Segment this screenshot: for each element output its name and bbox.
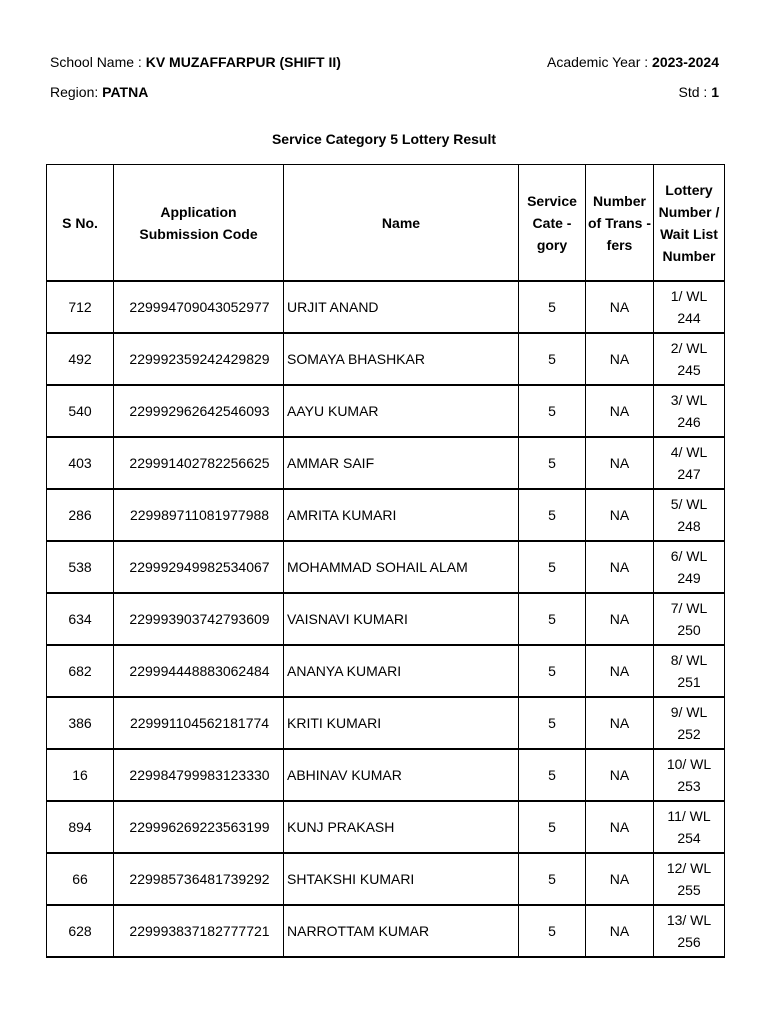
col-header-transfers-text: Number of Trans -fers [588,192,652,253]
cell-transfers: NA [586,697,654,749]
cell-code: 229993903742793609 [114,593,284,645]
academic-year [547,54,719,70]
col-header-sno: S No. [47,165,114,282]
region [50,84,148,100]
table-row [47,905,725,957]
cell-lottery: 8/ WL 251 [654,645,725,697]
cell-category: 5 [519,385,586,437]
cell-lottery: 2/ WL 245 [654,333,725,385]
cell-sno: 682 [47,645,114,697]
school-name-value: KV MUZAFFARPUR (SHIFT II) [145,54,341,70]
cell-transfers: NA [586,333,654,385]
col-header-code [114,165,284,282]
cell-code: 229994709043052977 [114,281,284,333]
table-row [47,853,725,905]
cell-code: 229996269223563199 [114,801,284,853]
table-row [47,385,725,437]
cell-lottery: 11/ WL 254 [654,801,725,853]
cell-category: 5 [519,801,586,853]
standard-label: Std : [678,84,708,100]
table-header-row [47,165,725,282]
cell-name: KRITI KUMARI [284,697,519,749]
cell-transfers: NA [586,489,654,541]
cell-name: MOHAMMAD SOHAIL ALAM [284,541,519,593]
cell-name: KUNJ PRAKASH [284,801,519,853]
cell-code: 229989711081977988 [114,489,284,541]
cell-sno: 634 [47,593,114,645]
col-header-lottery [654,165,725,282]
cell-code: 229994448883062484 [114,645,284,697]
cell-category: 5 [519,697,586,749]
school-name [50,54,341,70]
cell-sno: 286 [47,489,114,541]
cell-code: 229991104562181774 [114,697,284,749]
table-row [47,437,725,489]
school-name-label: School Name : [50,54,142,70]
cell-sno: 66 [47,853,114,905]
cell-transfers: NA [586,385,654,437]
table-row [47,489,725,541]
cell-lottery: 4/ WL 247 [654,437,725,489]
cell-category: 5 [519,645,586,697]
col-header-transfers [586,165,654,282]
cell-name: ABHINAV KUMAR [284,749,519,801]
cell-code: 229993837182777721 [114,905,284,957]
cell-category: 5 [519,489,586,541]
table-body [47,281,725,957]
cell-lottery: 12/ WL 255 [654,853,725,905]
cell-sno: 16 [47,749,114,801]
cell-sno: 628 [47,905,114,957]
table-row [47,749,725,801]
cell-transfers: NA [586,645,654,697]
table-row [47,645,725,697]
cell-transfers: NA [586,541,654,593]
cell-name: NARROTTAM KUMAR [284,905,519,957]
cell-code: 229984799983123330 [114,749,284,801]
page-title: Service Category 5 Lottery Result [271,131,497,147]
cell-code: 229992962642546093 [114,385,284,437]
cell-transfers: NA [586,853,654,905]
col-header-category [519,165,586,282]
cell-sno: 492 [47,333,114,385]
col-header-name: Name [284,165,519,282]
cell-code: 229991402782256625 [114,437,284,489]
cell-lottery: 9/ WL 252 [654,697,725,749]
cell-code: 229992359242429829 [114,333,284,385]
cell-code: 229992949982534067 [114,541,284,593]
standard [679,84,719,100]
lottery-result-table [46,164,725,958]
cell-lottery: 10/ WL 253 [654,749,725,801]
cell-transfers: NA [586,437,654,489]
academic-year-value: 2023-2024 [652,54,719,70]
standard-value: 1 [711,84,719,100]
cell-category: 5 [519,281,586,333]
cell-lottery: 13/ WL 256 [654,905,725,957]
region-value: PATNA [102,84,149,100]
col-header-lottery-text: Lottery Number / Wait List Number [658,181,720,264]
cell-category: 5 [519,593,586,645]
cell-transfers: NA [586,905,654,957]
table-row [47,281,725,333]
table-row [47,801,725,853]
table-row [47,541,725,593]
cell-transfers: NA [586,801,654,853]
cell-name: URJIT ANAND [284,281,519,333]
cell-lottery: 7/ WL 250 [654,593,725,645]
table-row [47,333,725,385]
col-header-category-text: Service Cate - gory [527,192,577,253]
cell-category: 5 [519,541,586,593]
cell-transfers: NA [586,281,654,333]
cell-sno: 538 [47,541,114,593]
cell-category: 5 [519,749,586,801]
table-row [47,593,725,645]
region-label: Region: [50,84,99,100]
cell-name: AMMAR SAIF [284,437,519,489]
cell-name: ANANYA KUMARI [284,645,519,697]
cell-lottery: 5/ WL 248 [654,489,725,541]
cell-sno: 403 [47,437,114,489]
cell-name: AAYU KUMAR [284,385,519,437]
cell-transfers: NA [586,593,654,645]
cell-code: 229985736481739292 [114,853,284,905]
cell-name: SHTAKSHI KUMARI [284,853,519,905]
academic-year-label: Academic Year : [546,54,649,70]
cell-name: VAISNAVI KUMARI [284,593,519,645]
cell-category: 5 [519,333,586,385]
cell-transfers: NA [586,749,654,801]
cell-category: 5 [519,853,586,905]
cell-sno: 712 [47,281,114,333]
cell-category: 5 [519,437,586,489]
cell-sno: 386 [47,697,114,749]
cell-lottery: 1/ WL 244 [654,281,725,333]
cell-name: AMRITA KUMARI [284,489,519,541]
cell-sno: 894 [47,801,114,853]
cell-category: 5 [519,905,586,957]
cell-lottery: 3/ WL 246 [654,385,725,437]
cell-sno: 540 [47,385,114,437]
col-header-code-text: Application Submission Code [139,203,258,242]
cell-name: SOMAYA BHASHKAR [284,333,519,385]
cell-lottery: 6/ WL 249 [654,541,725,593]
table-row [47,697,725,749]
